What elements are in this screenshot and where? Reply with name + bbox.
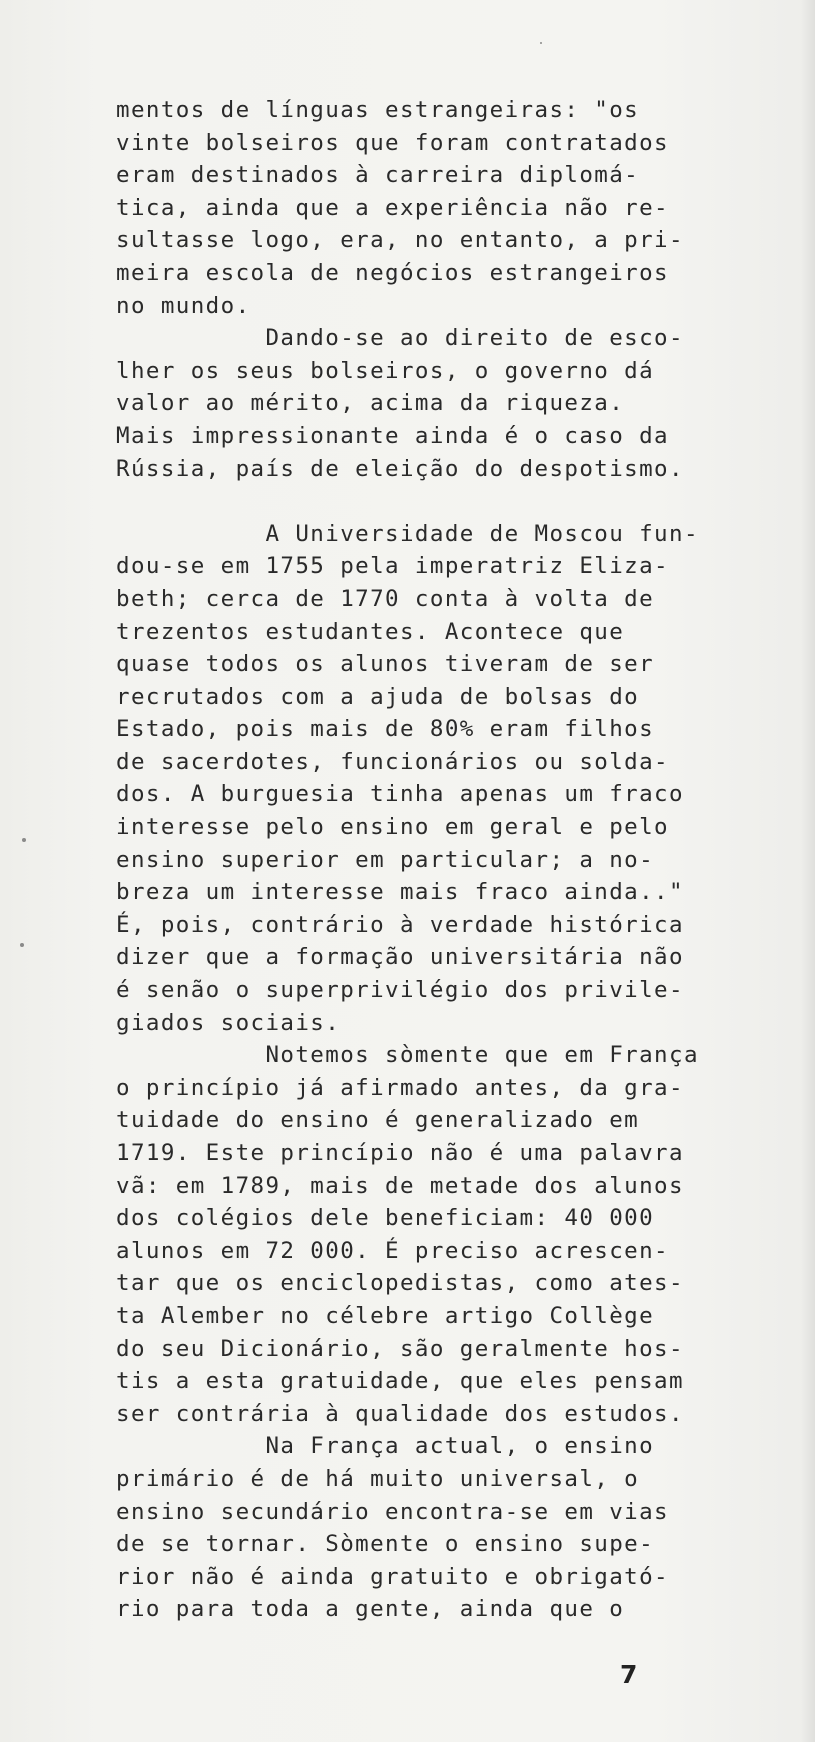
text-line: alunos em 72 000. É preciso acrescen-: [116, 1237, 670, 1264]
text-line: de se tornar. Sòmente o ensino supe-: [116, 1531, 655, 1558]
text-line: tar que os enciclopedistas, como ates-: [116, 1270, 684, 1297]
text-line: do seu Dicionário, são geralmente hos-: [116, 1335, 684, 1362]
text-line: breza um interesse mais fraco ainda..": [116, 879, 684, 906]
text-line: 1719. Este princípio não é uma palavra: [116, 1140, 684, 1166]
text-line: recrutados com a ajuda de bolsas do: [116, 683, 640, 710]
text-line: dos colégios dele beneficiam: 40 000: [116, 1205, 655, 1232]
text-line: giados sociais.: [116, 1009, 341, 1036]
text-line: tis a esta gratuidade, que eles pensam: [116, 1368, 684, 1395]
text-line: valor ao mérito, acima da riqueza.: [116, 390, 625, 417]
text-line: lher os seus bolseiros, o governo dá: [116, 357, 655, 384]
text-line: é senão o superprivilégio dos privile-: [116, 977, 684, 1004]
text-line: É, pois, contrário à verdade histórica: [116, 911, 684, 938]
text-line: no mundo.: [116, 292, 251, 319]
text-line: Na França actual, o ensino: [116, 1433, 655, 1460]
text-line: A Universidade de Moscou fun-: [116, 520, 699, 547]
text-line: vinte bolseiros que foram contratados: [116, 129, 670, 156]
body-text: [116, 94, 699, 1626]
text-line: dou-se em 1755 pela imperatriz Eliza-: [116, 553, 670, 580]
text-line: de sacerdotes, funcionários ou solda-: [116, 748, 670, 775]
text-line: Dando-se ao direito de esco-: [116, 325, 684, 352]
text-line: ensino secundário encontra-se em vias: [116, 1498, 670, 1525]
text-line: Rússia, país de eleição do despotismo.: [116, 455, 684, 482]
text-line: o princípio já afirmado antes, da gra-: [116, 1074, 684, 1101]
text-line: dos. A burguesia tinha apenas um fraco: [116, 781, 684, 808]
text-line: primário é de há muito universal, o: [116, 1465, 640, 1492]
text-line: dizer que a formação universitária não: [116, 944, 684, 971]
page-number: 7: [620, 1660, 638, 1689]
text-line: mentos de línguas estrangeiras: "os: [116, 97, 640, 123]
text-line: tica, ainda que a experiência não re-: [116, 194, 670, 221]
text-line: ta Alember no célebre artigo Collège: [116, 1302, 655, 1329]
text-line: meira escola de negócios estrangeiros: [116, 259, 670, 286]
text-line: tuidade do ensino é generalizado em: [116, 1107, 640, 1134]
text-line: beth; cerca de 1770 conta à volta de: [116, 585, 655, 612]
text-line: Estado, pois mais de 80% eram filhos: [116, 716, 655, 743]
text-line: quase todos os alunos tiveram de ser: [116, 651, 655, 678]
text-line: interesse pelo ensino em geral e pelo: [116, 814, 670, 841]
text-line: eram destinados à carreira diplomá-: [116, 162, 640, 189]
text-line: ser contrária à qualidade dos estudos.: [116, 1400, 684, 1427]
scan-speck: [20, 943, 24, 947]
text-line: ensino superior em particular; a no-: [116, 846, 655, 873]
text-line: Notemos sòmente que em França: [116, 1042, 699, 1069]
scan-speck: [22, 838, 26, 842]
text-line: rior não é ainda gratuito e obrigató-: [116, 1563, 670, 1590]
text-line: trezentos estudantes. Acontece que: [116, 618, 625, 645]
text-line: [116, 485, 646, 518]
text-line: vã: em 1789, mais de metade dos alunos: [116, 1172, 684, 1199]
text-line: rio para toda a gente, ainda que o: [116, 1596, 625, 1623]
text-line: Mais impressionante ainda é o caso da: [116, 422, 670, 449]
scan-speck: [540, 42, 542, 44]
text-line: sultasse logo, era, no entanto, a pri-: [116, 227, 684, 254]
